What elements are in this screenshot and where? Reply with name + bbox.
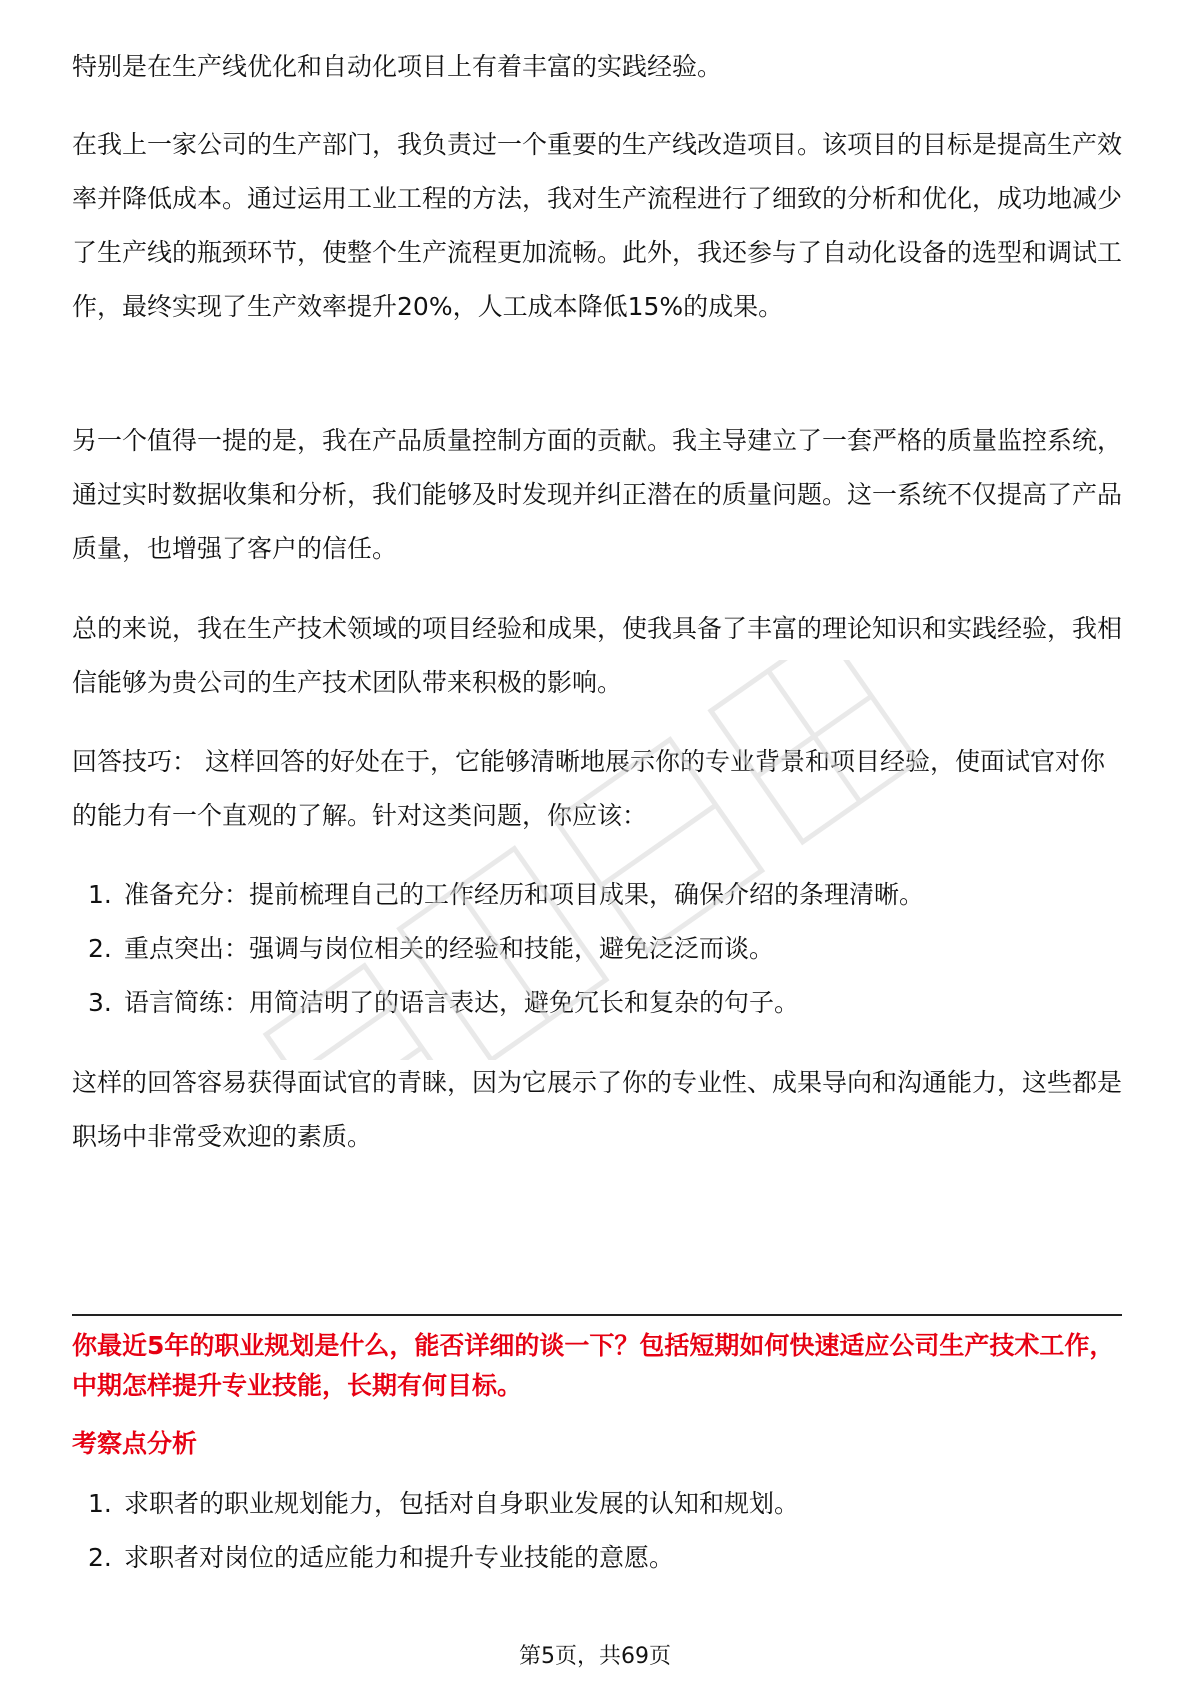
list-item [72, 1477, 1122, 1531]
paragraph-intro-continued: 特别是在生产线优化和自动化项目上有着丰富的实践经验。 [72, 52, 723, 81]
interview-question: 你最近5年的职业规划是什么，能否详细的谈一下？包括短期如何快速适应公司生产技术工作，中期怎样提升专业技能，长期有何目标。 [72, 1331, 1115, 1400]
list-text: 准备充分：提前梳理自己的工作经历和项目成果，确保介绍的条理清晰。 [124, 880, 925, 909]
list-text: 求职者的职业规划能力，包括对自身职业发展的认知和规划。 [124, 1489, 800, 1518]
tips-list [72, 868, 1122, 1030]
list-text: 求职者对岗位的适应能力和提升专业技能的意愿。 [124, 1543, 675, 1572]
paragraph-answer-tips: 回答技巧： 这样回答的好处在于，它能够清晰地展示你的专业背景和项目经验，使面试官对你的能力有一个直观的了解。针对这类问题，你应该： [72, 747, 1105, 830]
paragraph-quality-control: 另一个值得一提的是，我在产品质量控制方面的贡献。我主导建立了一套严格的质量监控系统，通过实时数据收集和分析，我们能够及时发现并纠正潜在的质量问题。这一系统不仅提高了产品质量，也增强了客户的信任。 [72, 426, 1123, 563]
list-text: 重点突出：强调与岗位相关的经验和技能，避免泛泛而谈。 [124, 934, 775, 963]
list-item [72, 922, 1122, 976]
analysis-list [72, 1477, 1122, 1585]
analysis-heading: 考察点分析 [72, 1429, 198, 1458]
paragraph-conclusion: 这样的回答容易获得面试官的青睐，因为它展示了你的专业性、成果导向和沟通能力，这些都是职场中非常受欢迎的素质。 [72, 1068, 1123, 1151]
list-number: 2. [88, 934, 112, 963]
paragraph-project-experience: 在我上一家公司的生产部门，我负责过一个重要的生产线改造项目。该项目的目标是提高生产效率并降低成本。通过运用工业工程的方法，我对生产流程进行了细致的分析和优化，成功地减少了生产线的瓶颈环节，使整个生产流程更加流畅。此外，我还参与了自动化设备的选型和调试工作，最终实现了生产效率提升20%，人工成本降低15%的成果。 [72, 130, 1123, 321]
section-divider [72, 1314, 1122, 1316]
list-number: 1. [88, 1489, 112, 1518]
list-number: 1. [88, 880, 112, 909]
list-number: 2. [88, 1543, 112, 1572]
list-text: 语言简练：用简洁明了的语言表达，避免冗长和复杂的句子。 [124, 988, 800, 1017]
paragraph-summary: 总的来说，我在生产技术领域的项目经验和成果，使我具备了丰富的理论知识和实践经验，我相信能够为贵公司的生产技术团队带来积极的影响。 [72, 614, 1123, 697]
list-number: 3. [88, 988, 112, 1017]
list-item [72, 868, 1122, 922]
page-footer: 第5页，共69页 [519, 1644, 671, 1669]
list-item [72, 1531, 1122, 1585]
list-item [72, 976, 1122, 1030]
